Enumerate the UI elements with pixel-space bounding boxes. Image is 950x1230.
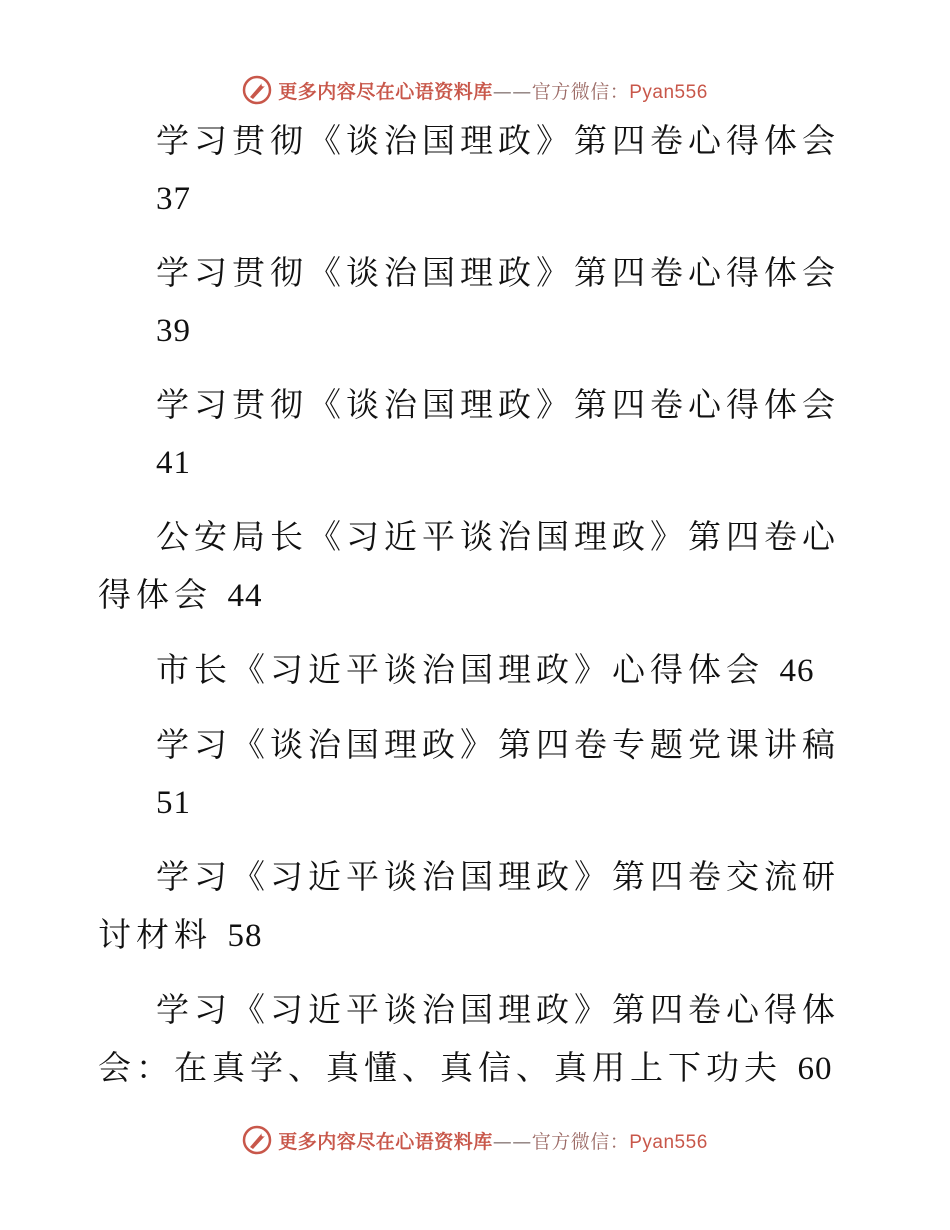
footer-watermark xyxy=(0,1120,950,1160)
toc-entry: 学习《习近平谈治国理政》第四卷心得体会：在真学、真懂、真信、真用上下功夫 60 xyxy=(98,990,840,1087)
toc-page-number: 41 xyxy=(156,445,191,481)
toc-page-number: 37 xyxy=(156,181,191,217)
toc-page-number: 58 xyxy=(227,918,263,954)
toc-page-number: 51 xyxy=(156,785,191,821)
toc-page-number: 46 xyxy=(779,653,815,689)
watermark-text: 更多内容尽在心语资料库——官方微信：Pyan556 xyxy=(278,1130,708,1153)
toc-entry: 学习贯彻《谈治国理政》第四卷心得体会 39 xyxy=(98,244,858,360)
toc-page-number: 39 xyxy=(156,313,191,349)
toc-list xyxy=(98,112,858,1114)
toc-page-number: 44 xyxy=(227,578,263,614)
header-watermark xyxy=(0,70,950,110)
pen-logo-icon xyxy=(242,75,272,105)
toc-entry: 学习贯彻《谈治国理政》第四卷心得体会 37 xyxy=(98,112,858,228)
toc-entry: 学习《习近平谈治国理政》第四卷交流研讨材料 58 xyxy=(98,857,840,954)
toc-entry: 市长《习近平谈治国理政》心得体会 46 xyxy=(156,650,815,689)
pen-logo-icon xyxy=(242,1125,272,1155)
watermark-text: 更多内容尽在心语资料库——官方微信：Pyan556 xyxy=(278,80,708,103)
toc-entry: 学习贯彻《谈治国理政》第四卷心得体会 41 xyxy=(98,376,858,492)
toc-entry: 公安局长《习近平谈治国理政》第四卷心得体会 44 xyxy=(98,517,840,614)
toc-page-number: 60 xyxy=(797,1051,833,1087)
toc-entry: 学习《谈治国理政》第四卷专题党课讲稿 51 xyxy=(98,716,858,832)
